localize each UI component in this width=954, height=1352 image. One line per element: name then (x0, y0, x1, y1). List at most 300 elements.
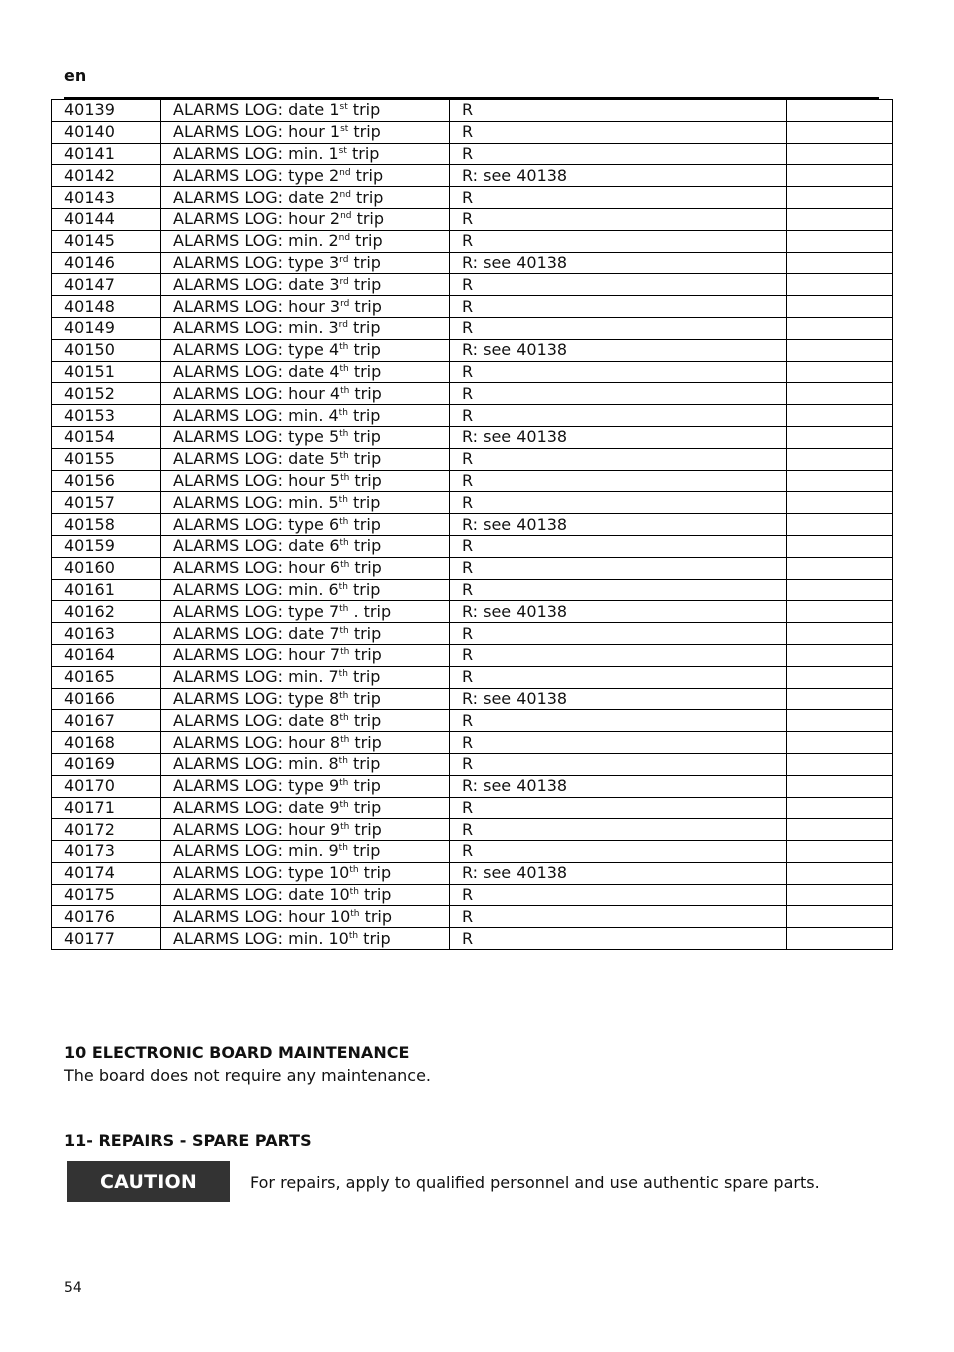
section-11-title: 11- REPAIRS - SPARE PARTS (64, 1131, 312, 1150)
description-tail: trip (350, 231, 383, 251)
description-tail: trip (350, 165, 384, 185)
table-row (52, 906, 893, 928)
table-row (52, 579, 893, 601)
register-notes (787, 928, 893, 950)
language-code: en (64, 66, 87, 85)
register-address: 40167 (52, 710, 161, 732)
description-tail: trip (347, 579, 381, 599)
register-access: R: see 40138 (450, 601, 787, 623)
register-address: 40150 (52, 339, 161, 361)
description-tail: trip (348, 274, 382, 294)
description-text: ALARMS LOG: date 7 (173, 623, 340, 643)
register-description (161, 121, 450, 143)
register-access: R (450, 383, 787, 405)
register-access: R (450, 470, 787, 492)
register-access: R (450, 623, 787, 645)
description-text: ALARMS LOG: hour 9 (173, 819, 341, 839)
register-address: 40146 (52, 252, 161, 274)
ordinal-suffix: rd (339, 254, 349, 265)
register-access: R (450, 361, 787, 383)
ordinal-suffix: th (340, 647, 350, 658)
table-row (52, 121, 893, 143)
ordinal-suffix: st (340, 124, 349, 135)
register-access: R (450, 208, 787, 230)
description-text: ALARMS LOG: hour 5 (173, 470, 341, 490)
register-access: R (450, 579, 787, 601)
register-address: 40149 (52, 317, 161, 339)
register-address: 40171 (52, 797, 161, 819)
register-notes (787, 753, 893, 775)
register-notes (787, 535, 893, 557)
register-access: R (450, 797, 787, 819)
register-address: 40158 (52, 514, 161, 536)
register-access: R (450, 753, 787, 775)
ordinal-suffix: th (339, 451, 349, 462)
ordinal-suffix: th (339, 516, 349, 527)
register-address: 40175 (52, 884, 161, 906)
register-address: 40152 (52, 383, 161, 405)
ordinal-suffix: th (340, 385, 350, 396)
description-tail: trip (358, 885, 392, 905)
description-tail: trip (349, 819, 382, 839)
description-tail: trip (349, 558, 382, 578)
register-access: R (450, 841, 787, 863)
register-description (161, 426, 450, 448)
table-row (52, 841, 893, 863)
table-row (52, 797, 893, 819)
description-text: ALARMS LOG: min. 9 (173, 841, 339, 861)
description-tail: trip (348, 623, 382, 643)
description-text: ALARMS LOG: type 9 (173, 776, 340, 796)
description-text: ALARMS LOG: min. 1 (173, 143, 339, 163)
register-description (161, 732, 450, 754)
description-text: ALARMS LOG: type 10 (173, 863, 350, 883)
register-description (161, 601, 450, 623)
ordinal-suffix: th (338, 756, 348, 767)
register-notes (787, 405, 893, 427)
description-tail: trip (350, 187, 384, 207)
register-access: R: see 40138 (450, 339, 787, 361)
table-row (52, 862, 893, 884)
ordinal-suffix: th (340, 821, 350, 832)
register-description (161, 492, 450, 514)
table-row (52, 208, 893, 230)
register-description (161, 252, 450, 274)
register-access: R: see 40138 (450, 775, 787, 797)
register-access: R (450, 405, 787, 427)
table-row (52, 928, 893, 950)
description-text: ALARMS LOG: date 3 (173, 274, 340, 294)
register-notes (787, 100, 893, 122)
caution-text: For repairs, apply to qualified personnel and use authentic spare parts. (250, 1173, 820, 1192)
description-text: ALARMS LOG: min. 5 (173, 492, 339, 512)
description-text: ALARMS LOG: hour 8 (173, 732, 341, 752)
description-text: ALARMS LOG: hour 3 (173, 296, 341, 316)
description-text: ALARMS LOG: hour 1 (173, 122, 341, 142)
description-text: ALARMS LOG: min. 3 (173, 318, 339, 338)
ordinal-suffix: th (339, 363, 349, 374)
caution-badge (67, 1161, 230, 1202)
description-tail: trip (349, 296, 382, 316)
ordinal-suffix: th (338, 407, 348, 418)
description-tail: trip (347, 754, 381, 774)
register-description (161, 339, 450, 361)
register-access: R (450, 732, 787, 754)
register-address: 40170 (52, 775, 161, 797)
description-tail: trip (348, 536, 382, 556)
description-text: ALARMS LOG: hour 4 (173, 383, 341, 403)
description-tail: trip (348, 252, 381, 272)
ordinal-suffix: th (348, 930, 359, 941)
description-text: ALARMS LOG: min. 7 (173, 667, 339, 687)
ordinal-suffix: th (340, 472, 350, 483)
table-row (52, 274, 893, 296)
register-address: 40176 (52, 906, 161, 928)
register-description (161, 753, 450, 775)
description-text: ALARMS LOG: date 6 (173, 536, 340, 556)
description-text: ALARMS LOG: type 6 (173, 514, 340, 534)
description-tail: trip (347, 667, 381, 687)
register-access: R (450, 296, 787, 318)
register-description (161, 317, 450, 339)
table-row (52, 470, 893, 492)
register-address: 40154 (52, 426, 161, 448)
register-address: 40148 (52, 296, 161, 318)
register-description (161, 841, 450, 863)
register-notes (787, 732, 893, 754)
register-address: 40160 (52, 557, 161, 579)
register-notes (787, 252, 893, 274)
description-tail: trip (359, 906, 393, 926)
description-text: ALARMS LOG: date 8 (173, 710, 340, 730)
ordinal-suffix: th (338, 581, 348, 592)
register-address: 40155 (52, 448, 161, 470)
register-address: 40162 (52, 601, 161, 623)
ordinal-suffix: nd (339, 167, 351, 178)
description-tail: trip (348, 340, 381, 360)
register-address: 40163 (52, 623, 161, 645)
register-description (161, 383, 450, 405)
table-row (52, 165, 893, 187)
description-text: ALARMS LOG: date 5 (173, 449, 340, 469)
register-description (161, 579, 450, 601)
description-tail: trip (349, 470, 382, 490)
ordinal-suffix: th (339, 538, 349, 549)
table-row (52, 819, 893, 841)
register-description (161, 361, 450, 383)
description-text: ALARMS LOG: min. 10 (173, 928, 349, 948)
register-description (161, 906, 450, 928)
table-row (52, 753, 893, 775)
description-tail: trip (348, 514, 381, 534)
ordinal-suffix: th (340, 734, 350, 745)
description-text: ALARMS LOG: min. 2 (173, 231, 339, 251)
register-notes (787, 884, 893, 906)
description-tail: trip (347, 405, 381, 425)
register-notes (787, 339, 893, 361)
ordinal-suffix: th (339, 603, 349, 614)
description-text: ALARMS LOG: type 7 (173, 601, 340, 621)
table-row (52, 100, 893, 122)
ordinal-suffix: st (339, 102, 348, 113)
table-row (52, 644, 893, 666)
table-row (52, 143, 893, 165)
register-address: 40159 (52, 535, 161, 557)
register-address: 40144 (52, 208, 161, 230)
description-tail: trip (348, 710, 382, 730)
register-description (161, 688, 450, 710)
register-address: 40143 (52, 187, 161, 209)
register-access: R (450, 710, 787, 732)
description-tail: trip (347, 841, 381, 861)
description-text: ALARMS LOG: date 2 (173, 187, 340, 207)
table-row (52, 492, 893, 514)
register-notes (787, 165, 893, 187)
register-access: R (450, 187, 787, 209)
description-tail: trip (358, 928, 391, 948)
ordinal-suffix: rd (338, 320, 348, 331)
table-row (52, 296, 893, 318)
register-description (161, 230, 450, 252)
description-text: ALARMS LOG: date 1 (173, 100, 340, 120)
register-address: 40164 (52, 644, 161, 666)
register-description (161, 797, 450, 819)
table-row (52, 710, 893, 732)
table-row (52, 601, 893, 623)
register-access: R (450, 928, 787, 950)
register-access: R (450, 448, 787, 470)
table-row (52, 405, 893, 427)
description-tail: trip (349, 383, 382, 403)
table-row (52, 252, 893, 274)
register-description (161, 165, 450, 187)
register-notes (787, 841, 893, 863)
register-address: 40166 (52, 688, 161, 710)
section-10-title: 10 ELECTRONIC BOARD MAINTENANCE (64, 1043, 410, 1062)
register-address: 40157 (52, 492, 161, 514)
table-row (52, 623, 893, 645)
description-tail: trip (348, 449, 382, 469)
register-access: R (450, 535, 787, 557)
description-text: ALARMS LOG: hour 7 (173, 645, 341, 665)
description-text: ALARMS LOG: min. 6 (173, 579, 339, 599)
ordinal-suffix: st (338, 145, 347, 156)
register-description (161, 187, 450, 209)
register-notes (787, 470, 893, 492)
table-row (52, 187, 893, 209)
description-text: ALARMS LOG: min. 4 (173, 405, 339, 425)
register-notes (787, 230, 893, 252)
register-access: R (450, 492, 787, 514)
ordinal-suffix: rd (339, 276, 349, 287)
description-tail: trip (348, 688, 381, 708)
register-description (161, 819, 450, 841)
ordinal-suffix: th (338, 669, 348, 680)
ordinal-suffix: th (349, 887, 359, 898)
description-text: ALARMS LOG: type 5 (173, 427, 340, 447)
register-access: R (450, 121, 787, 143)
description-tail: trip (349, 732, 382, 752)
register-access: R: see 40138 (450, 514, 787, 536)
register-notes (787, 819, 893, 841)
register-address: 40173 (52, 841, 161, 863)
ordinal-suffix: th (339, 778, 349, 789)
ordinal-suffix: th (339, 799, 349, 810)
description-tail: trip (346, 143, 380, 163)
register-address: 40168 (52, 732, 161, 754)
register-notes (787, 448, 893, 470)
description-text: ALARMS LOG: type 2 (173, 165, 340, 185)
register-notes (787, 557, 893, 579)
register-address: 40169 (52, 753, 161, 775)
description-tail: trip (348, 797, 382, 817)
register-address: 40141 (52, 143, 161, 165)
register-notes (787, 143, 893, 165)
register-access: R: see 40138 (450, 252, 787, 274)
register-description (161, 143, 450, 165)
register-access: R: see 40138 (450, 165, 787, 187)
register-description (161, 710, 450, 732)
description-text: ALARMS LOG: date 9 (173, 797, 340, 817)
register-access: R (450, 819, 787, 841)
register-notes (787, 623, 893, 645)
register-notes (787, 666, 893, 688)
description-tail: . trip (348, 601, 392, 621)
register-notes (787, 426, 893, 448)
table-row (52, 688, 893, 710)
register-description (161, 448, 450, 470)
register-description (161, 208, 450, 230)
register-notes (787, 601, 893, 623)
description-tail: trip (348, 776, 381, 796)
register-description (161, 557, 450, 579)
description-tail: trip (347, 100, 381, 120)
register-table-body (52, 100, 893, 950)
description-tail: trip (348, 427, 381, 447)
description-tail: trip (348, 361, 382, 381)
register-address: 40151 (52, 361, 161, 383)
register-description (161, 514, 450, 536)
register-address: 40139 (52, 100, 161, 122)
description-text: ALARMS LOG: hour 6 (173, 558, 341, 578)
ordinal-suffix: nd (339, 189, 351, 200)
register-access: R (450, 884, 787, 906)
table-row (52, 535, 893, 557)
ordinal-suffix: th (340, 560, 350, 571)
register-description (161, 884, 450, 906)
register-access: R: see 40138 (450, 688, 787, 710)
register-address: 40145 (52, 230, 161, 252)
register-address: 40177 (52, 928, 161, 950)
register-notes (787, 797, 893, 819)
ordinal-suffix: th (339, 429, 349, 440)
register-table (51, 99, 893, 950)
register-notes (787, 775, 893, 797)
table-row (52, 361, 893, 383)
register-notes (787, 492, 893, 514)
description-tail: trip (358, 863, 392, 883)
register-description (161, 775, 450, 797)
register-notes (787, 121, 893, 143)
register-description (161, 405, 450, 427)
description-text: ALARMS LOG: min. 8 (173, 754, 339, 774)
ordinal-suffix: th (338, 494, 348, 505)
register-address: 40156 (52, 470, 161, 492)
description-tail: trip (348, 122, 381, 142)
description-text: ALARMS LOG: hour 10 (173, 906, 351, 926)
register-access: R (450, 274, 787, 296)
register-address: 40174 (52, 862, 161, 884)
description-tail: trip (347, 492, 381, 512)
register-access: R (450, 644, 787, 666)
table-row (52, 557, 893, 579)
register-notes (787, 906, 893, 928)
table-row (52, 448, 893, 470)
register-access: R (450, 906, 787, 928)
ordinal-suffix: th (339, 690, 349, 701)
description-tail: trip (349, 645, 382, 665)
register-notes (787, 644, 893, 666)
description-text: ALARMS LOG: date 10 (173, 885, 350, 905)
description-text: ALARMS LOG: date 4 (173, 361, 340, 381)
description-text: ALARMS LOG: type 4 (173, 340, 340, 360)
section-10-text: The board does not require any maintenance. (64, 1066, 432, 1085)
register-description (161, 470, 450, 492)
register-access: R: see 40138 (450, 426, 787, 448)
register-description (161, 274, 450, 296)
register-description (161, 535, 450, 557)
description-tail: trip (347, 318, 381, 338)
register-description (161, 928, 450, 950)
register-address: 40172 (52, 819, 161, 841)
ordinal-suffix: th (338, 843, 348, 854)
register-notes (787, 688, 893, 710)
caution-label: CAUTION (100, 1170, 197, 1193)
register-notes (787, 383, 893, 405)
description-text: ALARMS LOG: type 8 (173, 688, 340, 708)
ordinal-suffix: th (350, 908, 360, 919)
register-notes (787, 317, 893, 339)
description-text: ALARMS LOG: type 3 (173, 252, 340, 272)
register-address: 40142 (52, 165, 161, 187)
table-row (52, 666, 893, 688)
table-row (52, 426, 893, 448)
register-access: R (450, 317, 787, 339)
register-access: R (450, 557, 787, 579)
register-address: 40147 (52, 274, 161, 296)
table-row (52, 884, 893, 906)
register-description (161, 100, 450, 122)
ordinal-suffix: nd (340, 211, 352, 222)
register-address: 40161 (52, 579, 161, 601)
register-description (161, 666, 450, 688)
description-text: ALARMS LOG: hour 2 (173, 209, 341, 229)
register-access: R (450, 100, 787, 122)
ordinal-suffix: rd (340, 298, 350, 309)
table-row (52, 732, 893, 754)
register-notes (787, 296, 893, 318)
table-row (52, 775, 893, 797)
table-row (52, 383, 893, 405)
register-address: 40165 (52, 666, 161, 688)
register-access: R (450, 143, 787, 165)
table-row (52, 317, 893, 339)
register-notes (787, 579, 893, 601)
register-description (161, 644, 450, 666)
table-row (52, 230, 893, 252)
register-access: R (450, 230, 787, 252)
ordinal-suffix: th (339, 342, 349, 353)
